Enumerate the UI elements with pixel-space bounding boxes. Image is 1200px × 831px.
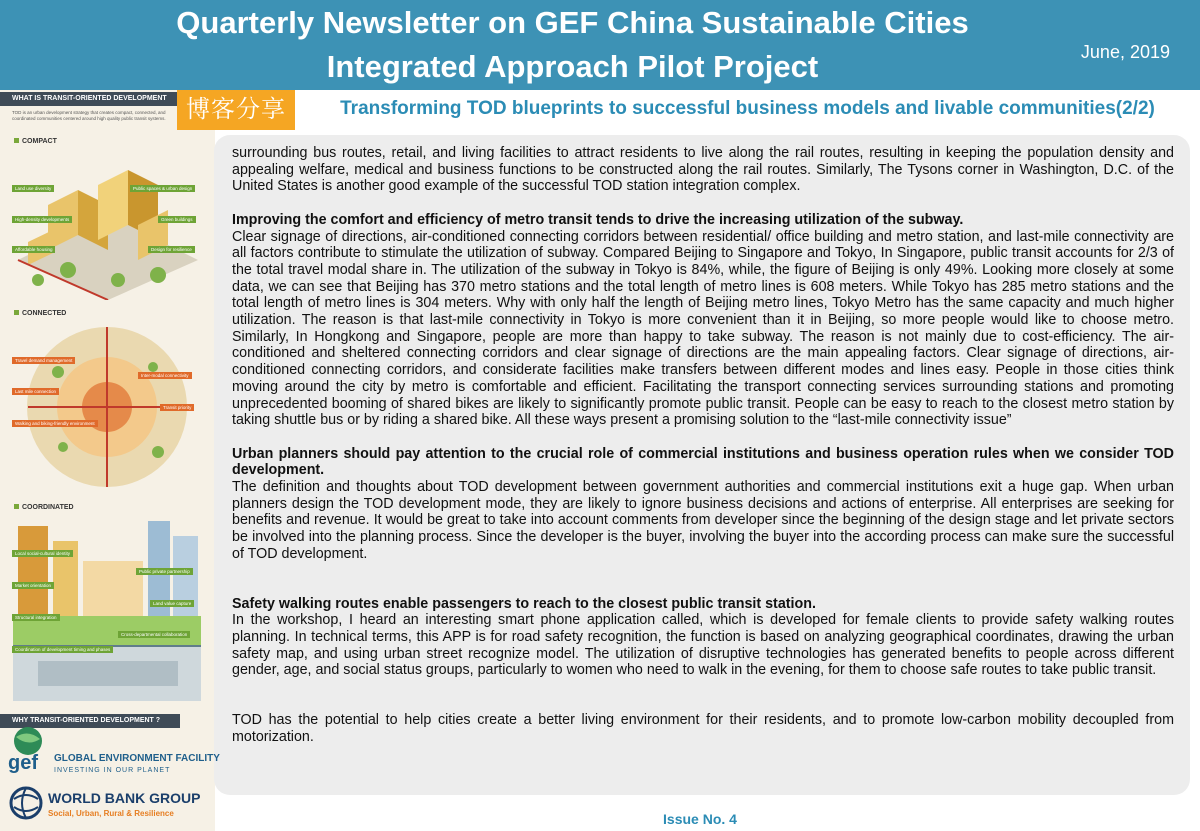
heading-safety-walking: Safety walking routes enable passengers to reach to the closest public transit station. (232, 595, 816, 612)
gef-name: GLOBAL ENVIRONMENT FACILITY (54, 753, 220, 764)
tag-market-orientation: Market orientation (12, 582, 54, 589)
sidebar-heading-why: WHY TRANSIT-ORIENTED DEVELOPMENT ? (0, 714, 180, 728)
tag-affordable-housing: Affordable housing (12, 246, 55, 253)
newsletter-title-line2: Integrated Approach Pilot Project (326, 49, 819, 84)
tag-coordination-timing: Coordination of development timing and phases (12, 646, 113, 653)
wbg-name: WORLD BANK GROUP (48, 790, 201, 806)
sidebar-heading-what: WHAT IS TRANSIT-ORIENTED DEVELOPMENT (0, 92, 180, 106)
gef-logo (6, 725, 221, 782)
issue-date: June, 2019 (1080, 42, 1170, 62)
gef-mark: gef (8, 752, 38, 774)
tag-transit-priority: Transit priority (160, 404, 194, 411)
paragraph-1: surrounding bus routes, retail, and living facilities to attract residents to live along the rail routes, resulting in keeping the population density and appealing welfare, medical and business functions to be constructed along the rail routes. Similarly, The Tysons corner in Washington, D.C. of the United States is another good example of the successful TOD station integration complex. (232, 145, 1174, 195)
tag-cross-departmental: Cross-departmental collaboration (118, 631, 190, 638)
paragraph-4: In the workshop, I heard an interesting smart phone application called, which is developed for female clients to provide safety walking routes planning. In technical terms, this APP is for road safety recognition, the function is based on analyzing geographical coordinates, drawing the urban safety map, and using urban street recognize model. The utilization of disruptive technologies has generated benefits to people across different gender, age, and social status groups, particularly to women who need to walk in the evening, for them to choose safe routes to take public transit. (232, 612, 1174, 679)
tag-land-value-capture: Land value capture (150, 600, 194, 607)
tag-travel-demand: Travel demand management (12, 357, 75, 364)
tag-high-density: High-density developments (12, 216, 72, 223)
article-body (232, 145, 1174, 745)
wbg-tagline: Social, Urban, Rural & Resilience (48, 809, 174, 818)
tag-design-resilience: Design for resilience (148, 246, 195, 253)
blog-share-badge: 博客分享 (177, 90, 295, 130)
paragraph-3: The definition and thoughts about TOD development between government authorities and commercial institutions exit a huge gap. When urban planners design the TOD development mode, they are likely to ignore business decisions and actions of enterprise. All enterprises are seeking for benefits and revenue. It would be great to take into account comments from developer since the beginning of the design stage and let private sectors be involved into the planning process. Since the developer is the buyer, involving the buyer into the according process can make sure the successful of TOD development. (232, 479, 1174, 562)
tag-green-buildings: Green buildings (158, 216, 196, 223)
article-subtitle: Transforming TOD blueprints to successful business models and livable communities(2/2) (340, 98, 1155, 119)
gef-tagline: INVESTING IN OUR PLANET (54, 767, 171, 774)
tag-public-spaces: Public spaces & urban design (130, 185, 195, 192)
tag-structural-integration: Structural integration (12, 614, 60, 621)
compact-city-illustration (8, 150, 206, 300)
paragraph-2: Clear signage of directions, air-conditioned connecting corridors between residential/ office building and metro station, and last-mile connectivity are all factors contribute to stimulate the utilization of subway. Compared Beijing to Singapore and Tokyo, In Singapore, public transit accounts for 2/3 of the total travel modal share in. The utilization of the subway in Tokyo is 84%, while, the figure of Beijing is only 49%. Looking more closely at some data, we can see that Beijing has 370 metro stations and the total length of metro lines is 608 meters. While Tokyo has 285 metro stations and the total length of metro lines is 304 meters. Why with only half the length of Beijing metro lines, Tokyo Metro has the same capacity and much higher utilization. The reason is that last-mile connectivity in Tokyo is more convenient than it in Beijing, so more people would like to choose metro. Similarly, In Hongkong and Singapore, people are more than happy to take subway. The reason is not mainly due to cost-efficiency. The air-conditioned and sheltered connecting corridors and clear signage of directions are the main appealing factors. Clear signage of directions, air-conditioned connecting corridors, and considerate facilities make transfers between different modes and lines easy. People in those cities think moving around the city by metro is comfortable and efficient. Facilitating the transport connecting services surrounding stations and promoting unprecedented booming of shared bikes are likely to significantly promote public transit. People can be easy to reach to the closest metro station by taking shuttle bus or by riding a shared bike. All these ways present a promising solution to the “last-mile connectivity issue” (232, 228, 1174, 429)
issue-number: Issue No. 4 (663, 811, 737, 827)
newsletter-title-line1: Quarterly Newsletter on GEF China Sustainable Cities (176, 5, 969, 40)
newsletter-header (0, 0, 1200, 90)
tag-inter-modal: Inter-modal connectivity (138, 372, 192, 379)
tag-land-use-diversity: Land use diversity (12, 185, 54, 192)
heading-metro-comfort: Improving the comfort and efficiency of metro transit tends to drive the increasing utilization of the subway. (232, 211, 964, 228)
tag-local-identity: Local social-cultural identity (12, 550, 73, 557)
tag-last-mile: Last mile connection (12, 388, 59, 395)
sidebar-intro: TOD is an urban development strategy that creates compact, connected, and coordinated communities centered around high quality public transit systems. (12, 110, 166, 121)
tod-infographic-sidebar (0, 90, 215, 831)
section-connected: CONNECTED (14, 310, 66, 317)
heading-commercial-institutions: Urban planners should pay attention to the crucial role of commercial institutions and business operation rules when we consider TOD development. (232, 445, 1174, 479)
gef-logo-graphic (6, 725, 221, 777)
section-coordinated: COORDINATED (14, 504, 74, 511)
tag-walking-biking: Walking and biking-friendly environment (12, 420, 98, 427)
coordinated-city-illustration (8, 516, 206, 706)
paragraph-conclusion: TOD has the potential to help cities create a better living environment for their residents, and to promote low-carbon mobility decoupled from motorization. (232, 712, 1174, 745)
section-compact: COMPACT (14, 138, 57, 145)
tag-ppp: Public private partnership (136, 568, 193, 575)
